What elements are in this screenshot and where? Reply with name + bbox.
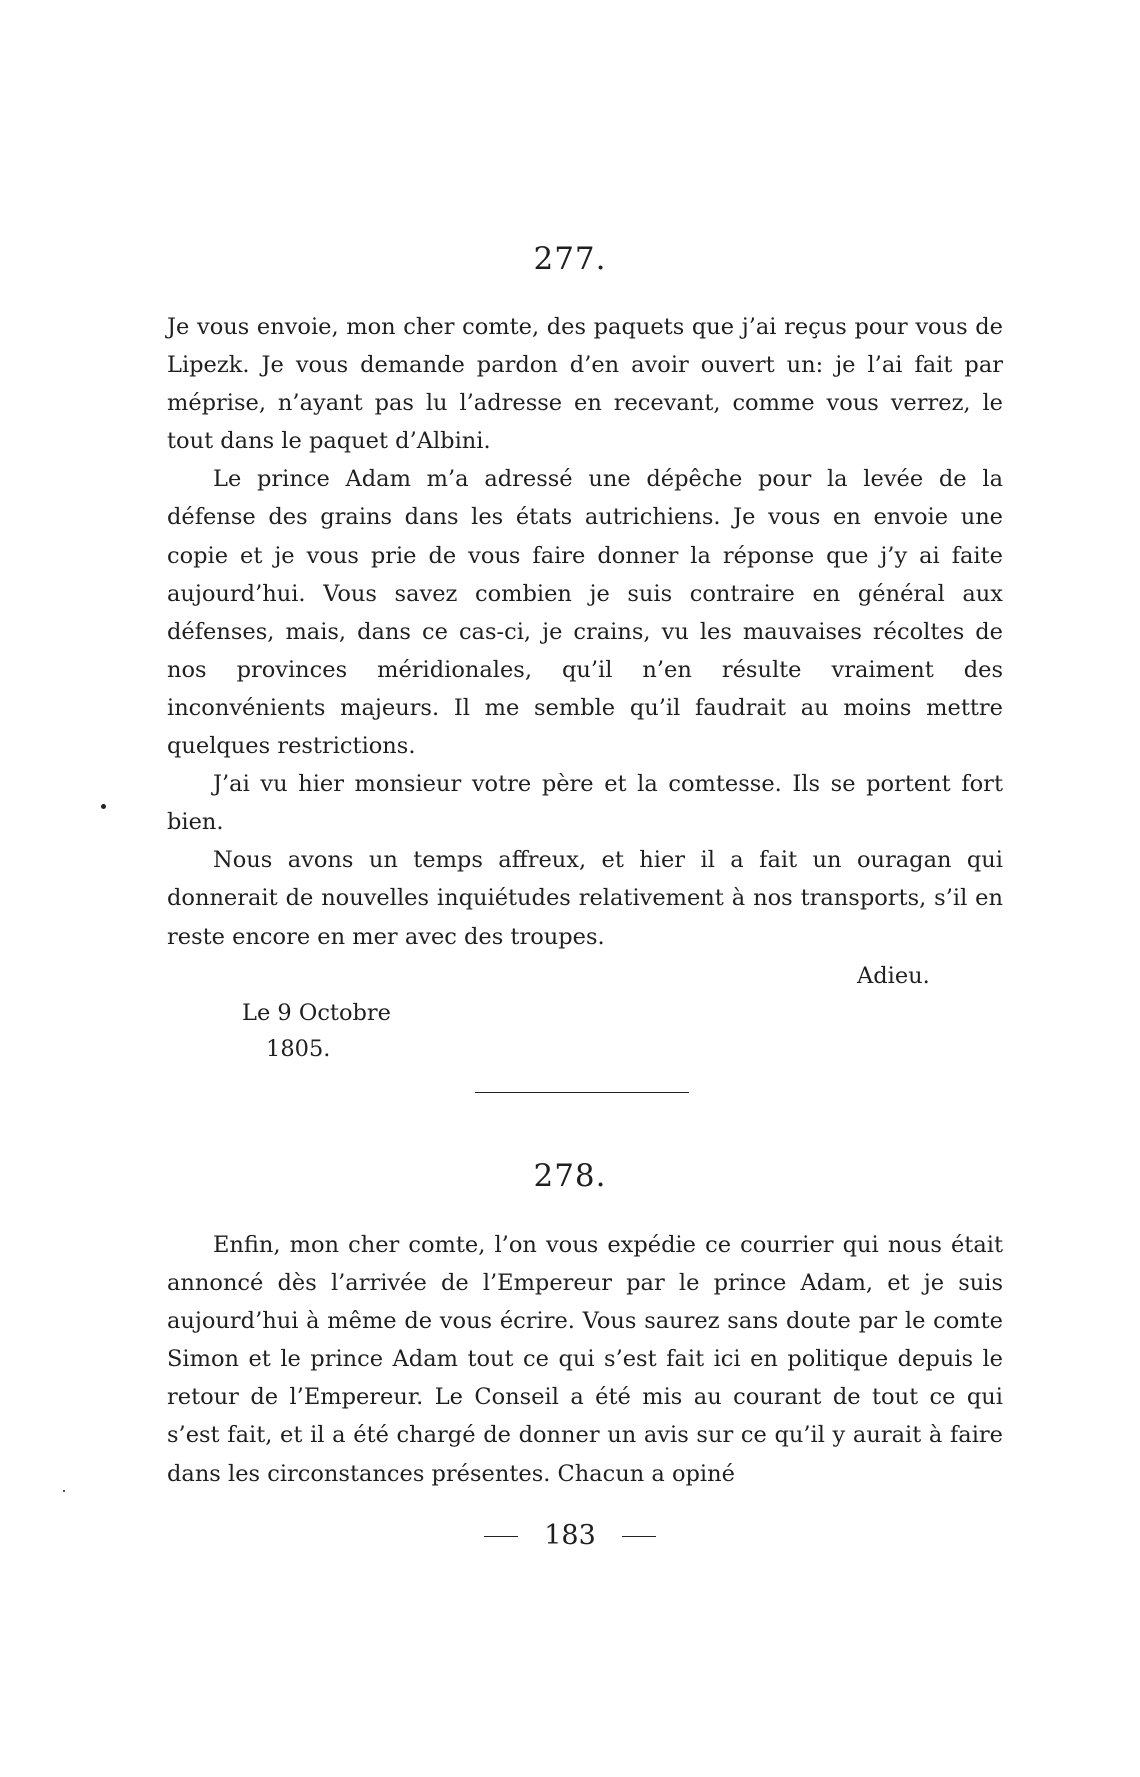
letter-278-body	[167, 1226, 1003, 1493]
scan-speck	[101, 804, 106, 809]
letter-277-body	[167, 308, 1003, 956]
letter-277-date-line-1: Le 9 Octobre	[242, 1000, 391, 1026]
footer-dash-left	[484, 1536, 518, 1537]
letter-277-number: 277.	[533, 241, 607, 277]
page-footer	[0, 1522, 1140, 1549]
letter-277-paragraph-4: Nous avons un temps affreux, et hier il a fait un ouragan qui donnerait de nouvelles inquiétudes relativement à nos transports, s’il en reste encore en mer avec des troupes.	[167, 847, 1003, 950]
letter-277-paragraph-1: Je vous envoie, mon cher comte, des paquets que j’ai reçus pour vous de Lipezk. Je vous demande pardon d’en avoir ouvert un: je l’ai fait par méprise, n’ayant pas lu l’adresse en recevant, comme vous verrez, le tout dans le paquet d’Albini.	[167, 314, 1003, 455]
letter-277-date-line-2: 1805.	[266, 1036, 331, 1062]
letter-277-paragraph-2: Le prince Adam m’a adressé une dépêche pour la levée de la défense des grains dans les états autrichiens. Je vous en envoie une copie et je vous prie de vous faire donner la réponse que j’y ai faite aujourd’hui. Vous savez combien je suis contraire en général aux défenses, mais, dans ce cas-ci, je crains, vu les mauvaises récoltes de nos provinces méridionales, qu’il n’en résulte vraiment des inconvénients majeurs. Il me semble qu’il faudrait au moins mettre quelques restrictions.	[167, 466, 1003, 760]
letter-277-paragraph-3: J’ai vu hier monsieur votre père et la comtesse. Ils se portent fort bien.	[167, 771, 1003, 836]
footer-dash-right	[622, 1536, 656, 1537]
letter-278-paragraph-1: Enfin, mon cher comte, l’on vous expédie ce courrier qui nous était annoncé dès l’arrivée de l’Empereur par le prince Adam, et je suis aujourd’hui à même de vous écrire. Vous saurez sans doute par le comte Simon et le prince Adam tout ce qui s’est fait ici en politique depuis le retour de l’Empereur. Le Conseil a été mis au courant de tout ce qui s’est fait, et il a été chargé de donner un avis sur ce qu’il y aurait à faire dans les circonstances présentes. Chacun a opiné	[167, 1232, 1003, 1487]
letter-277-closing: Adieu.	[857, 963, 930, 989]
section-separator	[475, 1092, 689, 1093]
letter-278-number: 278.	[533, 1158, 607, 1194]
scan-speck	[63, 1490, 65, 1492]
page-number: 183	[544, 1520, 596, 1551]
